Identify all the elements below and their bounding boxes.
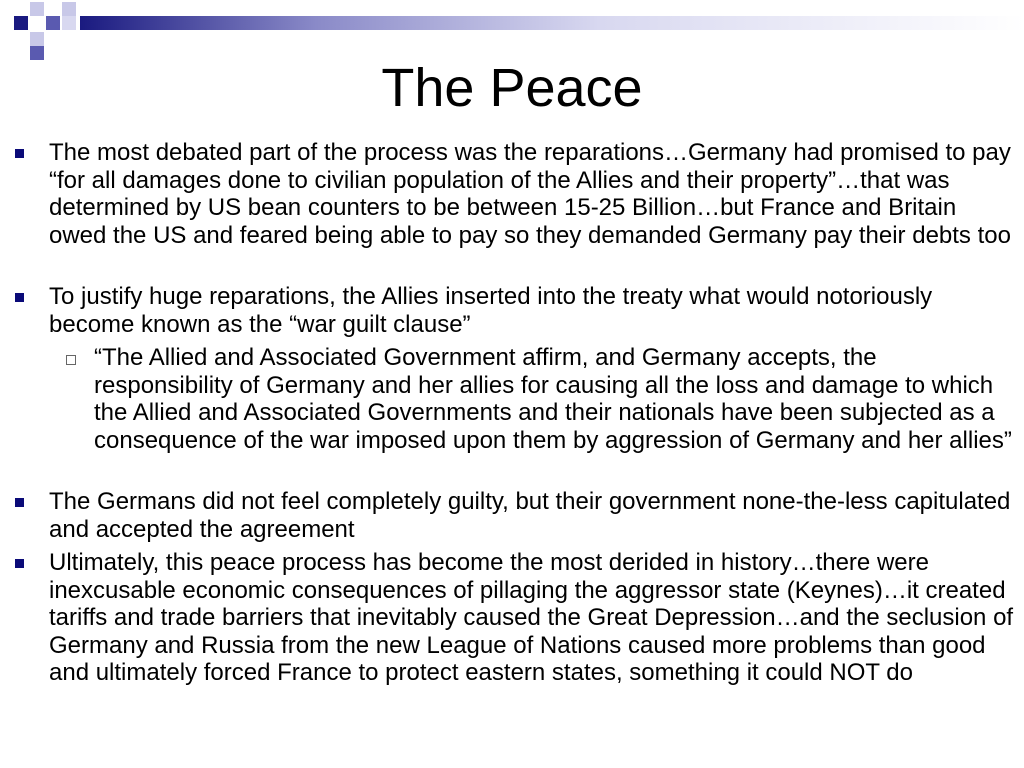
bullet-text: Ultimately, this peace process has become the most derided in history…there were inexcusable economic consequences of pillaging the aggressor state (Keynes)…it created tariffs and trade barriers that inevitably caused the Great Depression…and the seclusion of Germany and Russia from the new League of Nations caused more problems than good and ultimately forced France to protect eastern states, something it could NOT do	[49, 549, 1014, 686]
bullet-text: The Germans did not feel completely guilty, but their government none-the-less capitulated and accepted the agreement	[49, 488, 1011, 543]
square-bullet-icon	[15, 559, 24, 568]
square-bullet-icon	[15, 293, 24, 302]
slide-title: The Peace	[381, 58, 643, 118]
hollow-square-bullet-icon	[66, 355, 76, 365]
bullet-text: The most debated part of the process was the reparations…Germany had promised to pay “for all damages done to civilian population of the Allies and their property”…that was determined by US bean counters to be between 15-25 Billion…but France and Britain owed the US and feared being able to pay so they demanded Germany pay their debts too	[49, 139, 1011, 249]
header-decoration	[0, 0, 1024, 60]
sub-bullet-text: “The Allied and Associated Government affirm, and Germany accepts, the responsibility of Germany and her allies for causing all the loss and damage to which the Allied and Associated Governments and their nationals have been subjected as a consequence of the war imposed upon them by aggression of Germany and her allies”	[94, 344, 1012, 454]
bullet-text: To justify huge reparations, the Allies inserted into the treaty what would notoriously become known as the “war guilt clause”	[49, 283, 933, 338]
square-bullet-icon	[15, 498, 24, 507]
square-bullet-icon	[15, 149, 24, 158]
